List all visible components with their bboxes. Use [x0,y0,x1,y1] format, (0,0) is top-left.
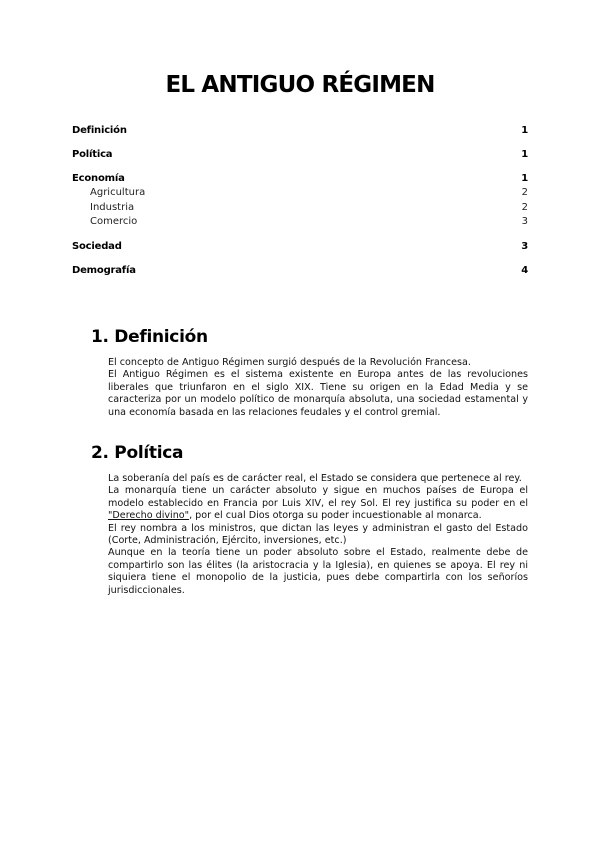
toc-subitem-comercio[interactable] [72,216,528,231]
toc-subitem-industria[interactable] [72,202,528,217]
section-heading: 2. Política [91,443,184,463]
toc-item-demografia[interactable] [72,265,528,279]
table-of-contents [72,125,528,279]
toc-item-label: Demografía [72,264,136,276]
toc-item-page: 1 [521,125,528,136]
toc-item-label: Política [72,149,113,160]
paragraph: La soberanía del país es de carácter real, el Estado se considera que pertenece al rey. [108,473,522,484]
section-definicion [91,327,528,419]
section-politica [91,443,528,597]
toc-subitem-page: 2 [521,201,528,213]
text-run: La monarquía tiene un carácter absoluto y sigue en muchos países de Europa el modelo establecido en Francia por Luis XIV, el rey Sol. El rey justifica su poder en el [108,485,528,509]
toc-item-politica[interactable] [72,149,528,163]
section-heading: 1. Definición [91,327,208,347]
toc-item-sociedad[interactable] [72,241,528,255]
toc-subitem-label: Comercio [90,216,138,227]
toc-subitem-page: 3 [521,216,528,227]
toc-item-economia[interactable] [72,173,528,187]
toc-item-page: 4 [521,264,528,276]
toc-subitem-page: 2 [521,187,528,198]
toc-item-label: Sociedad [72,240,122,252]
toc-subitem-agricultura[interactable] [72,187,528,202]
document-title: EL ANTIGUO RÉGIMEN [165,72,435,98]
paragraph: El Antiguo Régimen es el sistema existente en Europa antes de las revoluciones liberales que triunfaron en el siglo XIX. Tiene su origen en la Edad Media y se caracteriza por un modelo político de monarquía absoluta, una sociedad estamental y una economía basada en las relaciones feudales y el control gremial. [108,369,528,418]
text-run: , por el cual Dios otorga su poder incuestionable al monarca. [189,510,482,522]
paragraph [108,485,528,522]
toc-item-page: 3 [521,240,528,252]
toc-item-label: Economía [72,173,125,184]
paragraph: El concepto de Antiguo Régimen surgió después de la Revolución Francesa. [108,357,471,368]
toc-item-page: 1 [521,173,528,184]
derecho-divino-link[interactable]: "Derecho divino" [108,510,190,522]
section-body [108,357,528,419]
toc-subitem-label: Industria [90,201,135,213]
toc-item-page: 1 [521,149,528,160]
toc-subitem-label: Agricultura [90,187,146,198]
paragraph: Aunque en la teoría tiene un poder absoluto sobre el Estado, realmente debe de compartirlo son las élites (la aristocracia y la Iglesia), en quienes se apoya. El rey ni siquiera tiene el monopolio de la justicia, pues debe compartirla con los señoríos jurisdiccionales. [108,547,528,596]
section-body [108,473,528,597]
paragraph: El rey nombra a los ministros, que dictan las leyes y administran el gasto del Estado (Corte, Administración, Ejército, inversiones, etc.) [108,522,528,547]
toc-item-label: Definición [72,125,127,136]
toc-item-definicion[interactable] [72,125,528,139]
